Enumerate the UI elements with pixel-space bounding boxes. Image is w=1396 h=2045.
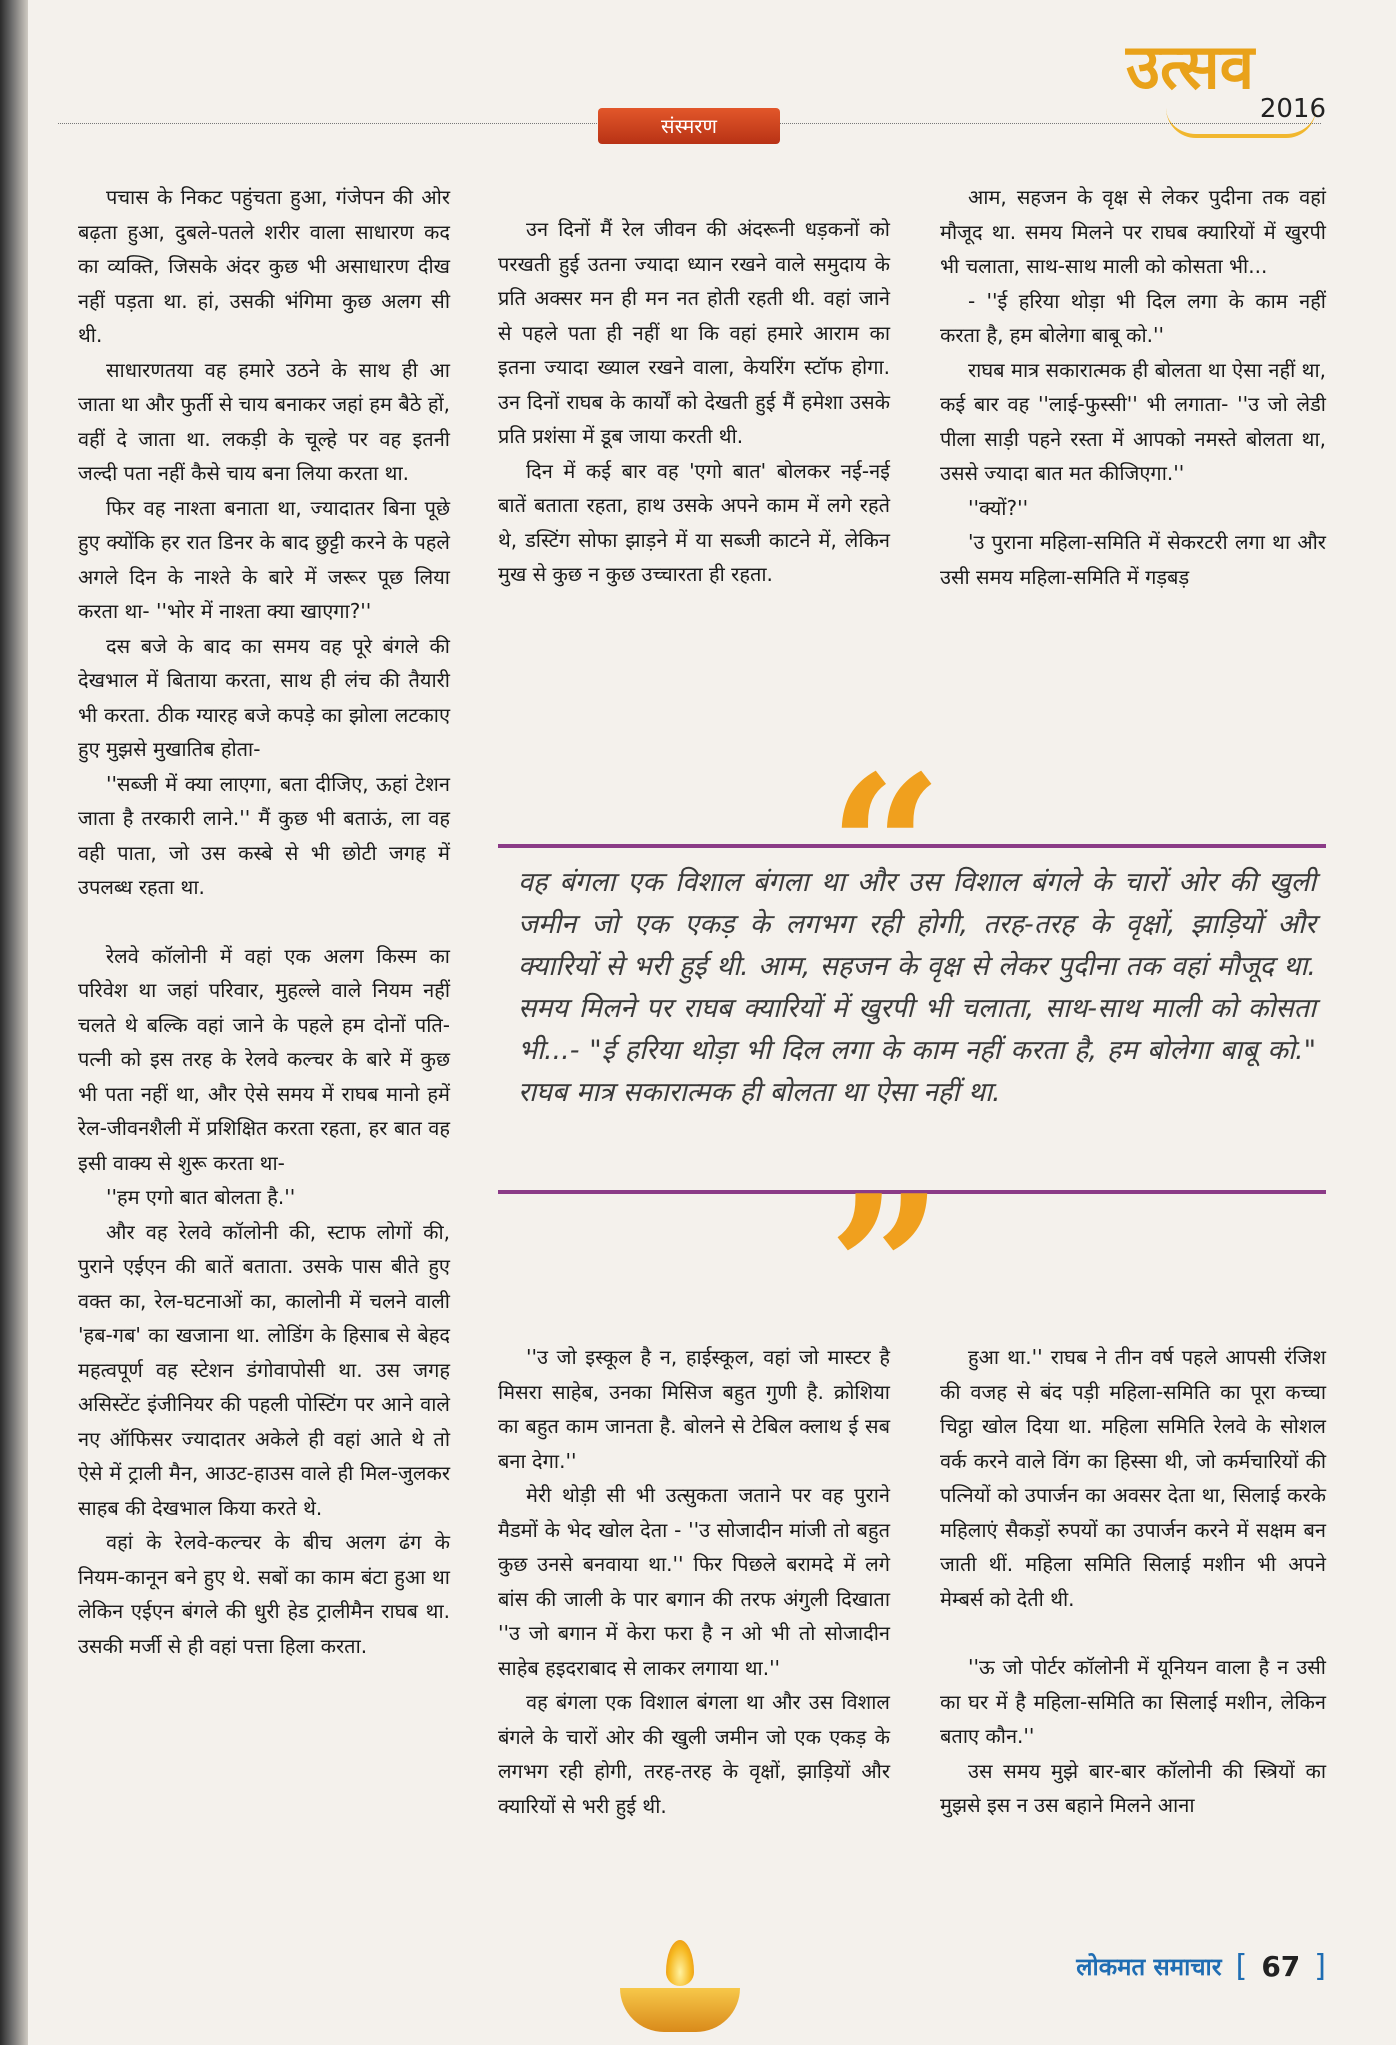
paragraph: पचास के निकट पहुंचता हुआ, गंजेपन की ओर बढ़ता हुआ, दुबले-पतले शरीर वाला साधारण कद का व्यक्ति, जिसके अंदर कुछ भी असाधारण दीख नहीं पड़ता था. हां, उसकी भंगिमा कुछ अलग सी थी. <box>78 185 450 347</box>
paragraph: - ''ई हरिया थोड़ा भी दिल लगा के काम नहीं करता है, हम बोलेगा बाबू को.'' <box>940 288 1326 347</box>
paragraph: आम, सहजन के वृक्ष से लेकर पुदीना तक वहां मौजूद था. समय मिलने पर राघब क्यारियों में खुरपी भी चलाता, साथ-साथ माली को कोसता भी... <box>940 185 1326 278</box>
paragraph: हुआ था.'' राघब ने तीन वर्ष पहले आपसी रंजिश की वजह से बंद पड़ी महिला-समिति का पूरा कच्चा चिट्ठा खोल दिया था. महिला समिति रेलवे के सोशल वर्क करने वाले विंग का हिस्सा थी, जो कर्मचारियों की पत्नियों को उपार्जन का अवसर देता था, सिलाई करके महिलाएं सैकड़ों रुपयों का उपार्जन करने में सक्षम बन जाती थीं. महिला समिति सिलाई मशीन भी अपने मेम्बर्स को देती थी. <box>940 1345 1326 1611</box>
close-quote-icon: ” <box>828 1152 944 1387</box>
paragraph: वह बंगला एक विशाल बंगला था और उस विशाल बंगले के चारों ओर की खुली जमीन जो एक एकड़ के लगभग रही होगी, तरह-तरह के वृक्षों, झाड़ियों और क्यारियों से भरी हुई थी. <box>498 1690 890 1818</box>
paragraph: 'उ पुराना महिला-समिति में सेकरटरी लगा था और उसी समय महिला-समिति में गड़बड़ <box>940 530 1326 589</box>
paragraph: रेलवे कॉलोनी में वहां एक अलग किस्म का परिवेश था जहां परिवार, मुहल्ले वाले नियम नहीं चलते थे बल्कि वहां जाने के पहले हम दोनों पति-पत्नी को इस तरह के रेलवे कल्चर के बारे में कुछ भी पता नहीं था, और ऐसे समय में राघब मानो हमें रेल-जीवनशैली में प्रशिक्षित करता रहता, हर बात वह इसी वाक्य से शुरू करता था- <box>78 943 450 1175</box>
paragraph: ''ऊ जो पोर्टर कॉलोनी में यूनियन वाला है न उसी का घर में है महिला-समिति का सिलाई मशीन, लेकिन बताए कौन.'' <box>940 1655 1326 1748</box>
column-left <box>78 180 450 1663</box>
paragraph: उन दिनों मैं रेल जीवन की अंदरूनी धड़कनों को परखती हुई उतना ज्यादा ध्यान रखने वाले समुदाय के प्रति अक्सर मन ही मन नत होती रहती थी. वहां जाने से पहले पता ही नहीं था कि वहां हमारे आराम का इतना ज्यादा ख्याल रखने वाला, केयरिंग स्टॉफ होगा. उन दिनों राघब के कार्यों को देखती हुई मैं हमेशा उसके प्रति प्रशंसा में डूब जाया करती थी. <box>498 217 890 448</box>
column-right-bottom <box>940 1340 1326 1823</box>
page-binding-shadow <box>0 0 28 2045</box>
column-right-top <box>940 180 1326 594</box>
page-footer <box>1076 1946 1326 1986</box>
paragraph: राघब मात्र सकारात्मक ही बोलता था ऐसा नहीं था, कई बार वह ''लाई-फुस्सी'' भी लगाता- ''उ जो लेडी पीला साड़ी पहने रस्ता में आपको नमस्ते बोलता था, उससे ज्यादा बात मत कीजिएगा.'' <box>940 357 1326 485</box>
column-middle-top <box>498 212 890 592</box>
paragraph: फिर वह नाश्ता बनाता था, ज्यादातर बिना पूछे हुए क्योंकि हर रात डिनर के बाद छुट्टी करने के पहले अगले दिन के नाश्ते के बारे में जरूर पूछ लिया करता था- ''भोर में नाश्ता क्या खाएगा?'' <box>78 495 450 623</box>
paragraph: मेरी थोड़ी सी भी उत्सुकता जताने पर वह पुराने मैडमों के भेद खोल देता - ''उ सोजादीन मांजी तो बहुत कुछ उनसे बनवाया था.'' फिर पिछले बरामदे में लगे बांस की जाली के पार बगान की तरफ अंगुली दिखाता ''उ जो बगान में केरा फरा है न ओ भी तो सोजादीन साहेब हइदराबाद से लाकर लगाया था.'' <box>498 1483 890 1680</box>
paragraph: दस बजे के बाद का समय वह पूरे बंगले की देखभाल में बिताया करता, साथ ही लंच की तैयारी भी करता. ठीक ग्यारह बजे कपड़े का झोला लटकाए हुए मुझसे मुखातिब होता- <box>78 633 450 761</box>
page-number: 67 <box>1261 1949 1301 1983</box>
paragraph: दिन में कई बार वह 'एगो बात' बोलकर नई-नई बातें बताता रहता, हाथ उसके अपने काम में लगे रहते थे, डस्टिंग सोफा झाड़ने में या सब्जी काटने में, लेकिन मुख से कुछ न कुछ उच्चारता ही रहता. <box>498 458 890 586</box>
utsav-logo <box>1126 30 1326 136</box>
diya-lamp-icon <box>600 1930 760 2045</box>
column-middle-bottom <box>498 1340 890 1823</box>
pull-quote-text: वह बंगला एक विशाल बंगला था और उस विशाल बंगले के चारों ओर की खुली जमीन जो एक एकड़ के लगभग रही होगी, तरह-तरह के वृक्षों, झाड़ियों और क्यारियों से भरी हुई थी. आम, सहजन के वृक्ष से लेकर पुदीना तक वहां मौजूद था. समय मिलने पर राघब क्यारियों में खुरपी भी चलाता, साथ-साथ माली को कोसता भी...- "ई हरिया थोड़ा भी दिल लगा के काम नहीं करता है, हम बोलेगा बाबू को." राघब मात्र सकारात्मक ही बोलता था ऐसा नहीं था. <box>518 867 1316 1108</box>
paragraph: वहां के रेलवे-कल्चर के बीच अलग ढंग के नियम-कानून बने हुए थे. सबों का काम बंटा हुआ था लेकिन एईएन बंगले की धुरी हेड ट्रालीमैन राघब था. उसकी मर्जी से ही वहां पत्ता हिला करता. <box>78 1530 450 1658</box>
paragraph: और वह रेलवे कॉलोनी की, स्टाफ लोगों की, पुराने एईएन की बातें बताता. उसके पास बीते हुए वक्त का, रेल-घटनाओं का, कालोनी में चलने वाली 'हब-गब' का खजाना था. लोडिंग के हिसाब से बेहद महत्वपूर्ण वह स्टेशन डंगोवापोसी था. उस जगह असिस्टेंट इंजीनियर की पहली पोस्टिंग पर आने वाले नए ऑफिसर ज्यादातर अकेले ही वहां आते थे तो ऐसे में ट्राली मैन, आउट-हाउस वाले ही मिल-जुलकर साहब की देखभाल किया करते थे. <box>78 1219 450 1520</box>
paragraph: साधारणतया वह हमारे उठने के साथ ही आ जाता था और फुर्ती से चाय बनाकर जहां हम बैठे हों, वहीं दे जाता था. लकड़ी के चूल्हे पर वह इतनी जल्दी पता नहीं कैसे चाय बना लिया करता था. <box>78 357 450 485</box>
brand-year: 2016 <box>1259 94 1326 124</box>
paragraph: ''सब्जी में क्या लाएगा, बता दीजिए, ऊहां टेशन जाता है तरकारी लाने.'' मैं कुछ भी बताऊं, ला वह वही पाता, जो उस कस्बे से भी छोटी जगह में उपलब्ध रहता था. <box>78 771 450 899</box>
paragraph: ''क्यों?'' <box>968 495 1029 520</box>
pull-quote <box>498 732 1326 1387</box>
paragraph: ''उ जो इस्कूल है न, हाईस्कूल, वहां जो मास्टर है मिसरा साहेब, उनका मिसिज बहुत गुणी है. क्रोशिया का बहुत काम जानता है. बोलने से टेबिल क्लाथ ई सब बना देगा.'' <box>498 1345 890 1473</box>
pull-quote-rule-top <box>498 844 1326 848</box>
paragraph: उस समय मुझे बार-बार कॉलोनी की स्त्रियों का मुझसे इस न उस बहाने मिलने आना <box>940 1758 1326 1817</box>
brand-word: उत्सव <box>1126 30 1255 103</box>
page-bracket-open: [ <box>1235 1948 1248 1984</box>
lamp-bowl <box>620 1988 740 2032</box>
paragraph: ''हम एगो बात बोलता है.'' <box>106 1185 296 1209</box>
lamp-flame <box>666 1940 694 1986</box>
page-bracket-close: ] <box>1314 1948 1326 1984</box>
publication-name: लोकमत समाचार <box>1076 1952 1222 1981</box>
section-label: संस्मरण <box>598 108 780 144</box>
open-quote-icon: “ <box>828 732 944 967</box>
